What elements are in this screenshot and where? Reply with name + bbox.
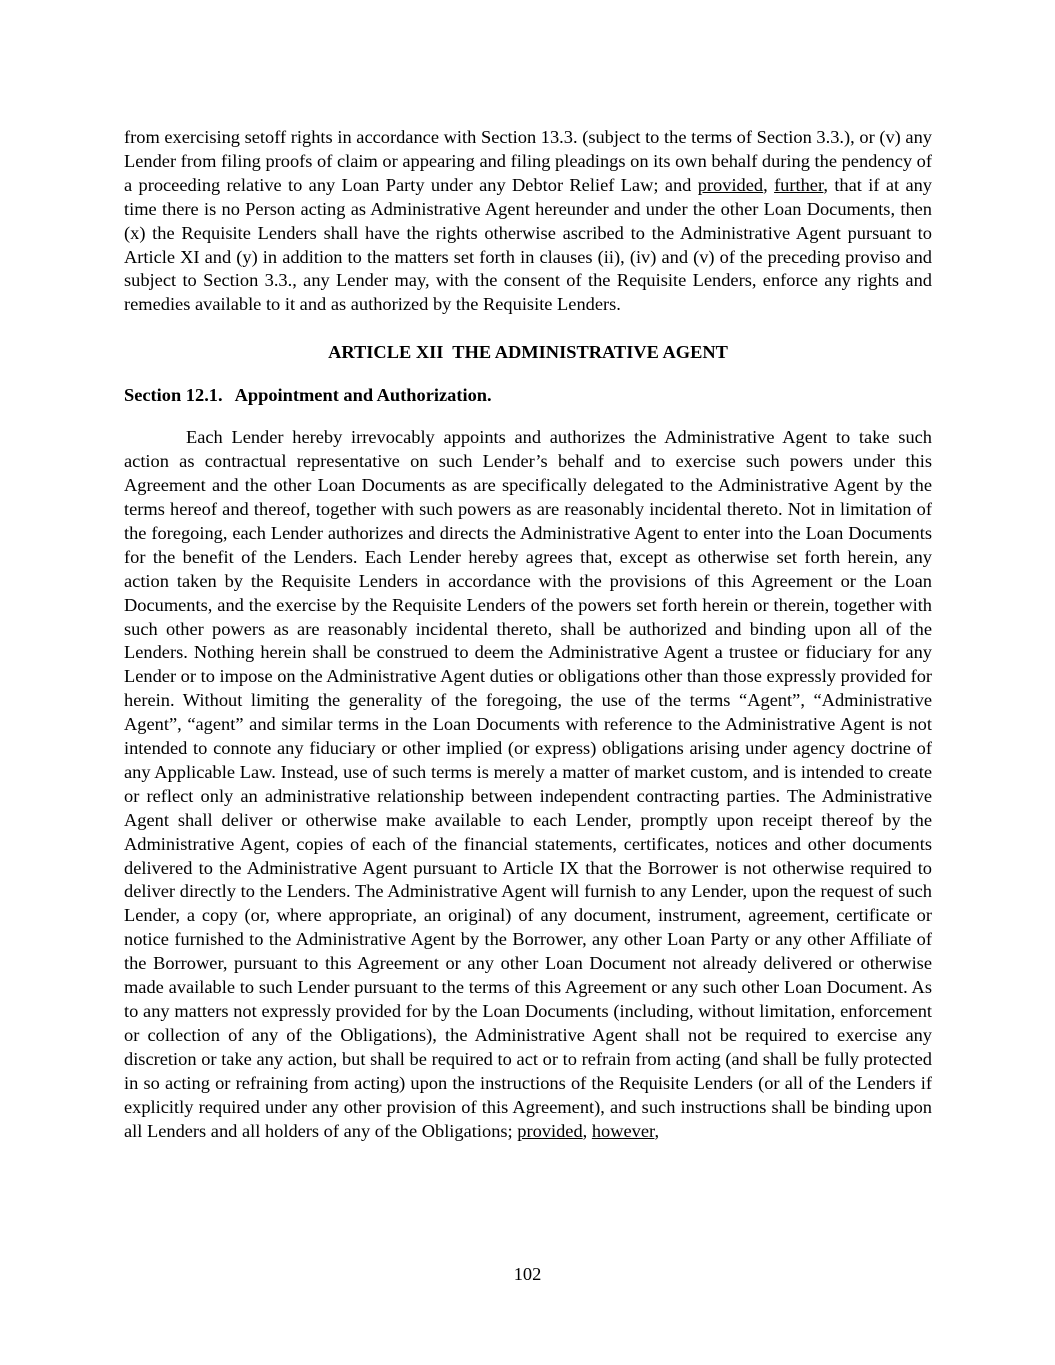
provided-term-2: provided bbox=[517, 1120, 583, 1141]
article-heading: ARTICLE XII THE ADMINISTRATIVE AGENT bbox=[328, 342, 728, 363]
body-tail: , bbox=[654, 1120, 660, 1141]
page-number: 102 bbox=[513, 1264, 542, 1284]
section-number: Section 12.1. bbox=[124, 385, 223, 406]
continuation-paragraph bbox=[124, 126, 932, 317]
continuation-separator: , bbox=[763, 174, 775, 195]
further-term: further bbox=[774, 174, 824, 195]
document-page bbox=[124, 126, 932, 1143]
section-heading bbox=[124, 383, 932, 407]
continuation-text-2: , that if at any time there is no Person acting as Administrative Agent hereunder and under the other Loan Documents, then (x) the Requisite Lenders shall have the rights otherwise ascribed to the Administrative Agent pursuant to Article XI and (y) in addition to the matters set forth in clauses (ii), (iv) and (v) of the preceding proviso and subject to Section 3.3., any Lender may, with the consent of the Requisite Lenders, enforce any rights and remedies available to it and as authorized by the Requisite Lenders. bbox=[124, 174, 932, 315]
body-text: Each Lender hereby irrevocably appoints and authorizes the Administrative Agent to take such action as contractual representative on such Lender’s behalf and to exercise such powers under this Agreement and the other Loan Documents as are specifically delegated to the Administrative Agent by the terms hereof and thereof, together with such powers as are reasonably incidental thereto. Not in limitation of the foregoing, each Lender authorizes and directs the Administrative Agent to enter into the Loan Documents for the benefit of the Lenders. Each Lender hereby agrees that, except as otherwise set forth herein, any action taken by the Requisite Lenders in accordance with the provisions of this Agreement or the Loan Documents, and the exercise by the Requisite Lenders of the powers set forth herein or therein, together with such other powers as are reasonably incidental thereto, shall be authorized and binding upon all of the Lenders. Nothing herein shall be construed to deem the Administrative Agent a trustee or fiduciary for any Lender or to impose on the Administrative Agent duties or obligations other than those expressly provided for herein. Without limiting the generality of the foregoing, the use of the terms “Agent”, “Administrative Agent”, “agent” and similar terms in the Loan Documents with reference to the Administrative Agent is not intended to connote any fiduciary or other implied (or express) obligations arising under agency doctrine of any Applicable Law. Instead, use of such terms is merely a matter of market custom, and is intended to create or reflect only an administrative relationship between independent contracting parties. The Administrative Agent shall deliver or otherwise make available to each Lender, promptly upon receipt thereof by the Administrative Agent, copies of each of the financial statements, certificates, notices and other documents delivered to the Administrative Agent pursuant to Article IX that the Borrower is not otherwise required to deliver directly to the Lenders. The Administrative Agent will furnish to any Lender, upon the request of such Lender, a copy (or, where appropriate, an original) of any document, instrument, agreement, certificate or notice furnished to the Administrative Agent by the Borrower, any other Loan Party or any other Affiliate of the Borrower, pursuant to this Agreement or any other Loan Document not already delivered or otherwise made available to such Lender pursuant to the terms of this Agreement or any such other Loan Document. As to any matters not expressly provided for by the Loan Documents (including, without limitation, enforcement or collection of any of the Obligations), the Administrative Agent shall not be required to exercise any discretion or take any action, but shall be required to act or to refrain from acting (and shall be fully protected in so acting or refraining from acting) upon the instructions of the Requisite Lenders (or all of the Lenders if explicitly required under any other provision of this Agreement), and such instructions shall be binding upon all Lenders and all holders of any of the Obligations; bbox=[124, 427, 933, 1141]
body-separator: , bbox=[582, 1120, 592, 1141]
provided-term: provided bbox=[697, 174, 764, 195]
section-body-paragraph bbox=[124, 426, 932, 1143]
continuation-text-1: from exercising setoff rights in accordance with Section 13.3. (subject to the terms of Section 3.3.), or (v) any Lender from filing proofs of claim or appearing and filing pleadings on its own behalf during the pendency of a proceeding relative to any Loan Party under any Debtor Relief Law; and bbox=[124, 127, 932, 195]
section-title: Appointment and Authorization. bbox=[234, 385, 492, 406]
however-term: however bbox=[591, 1120, 655, 1141]
